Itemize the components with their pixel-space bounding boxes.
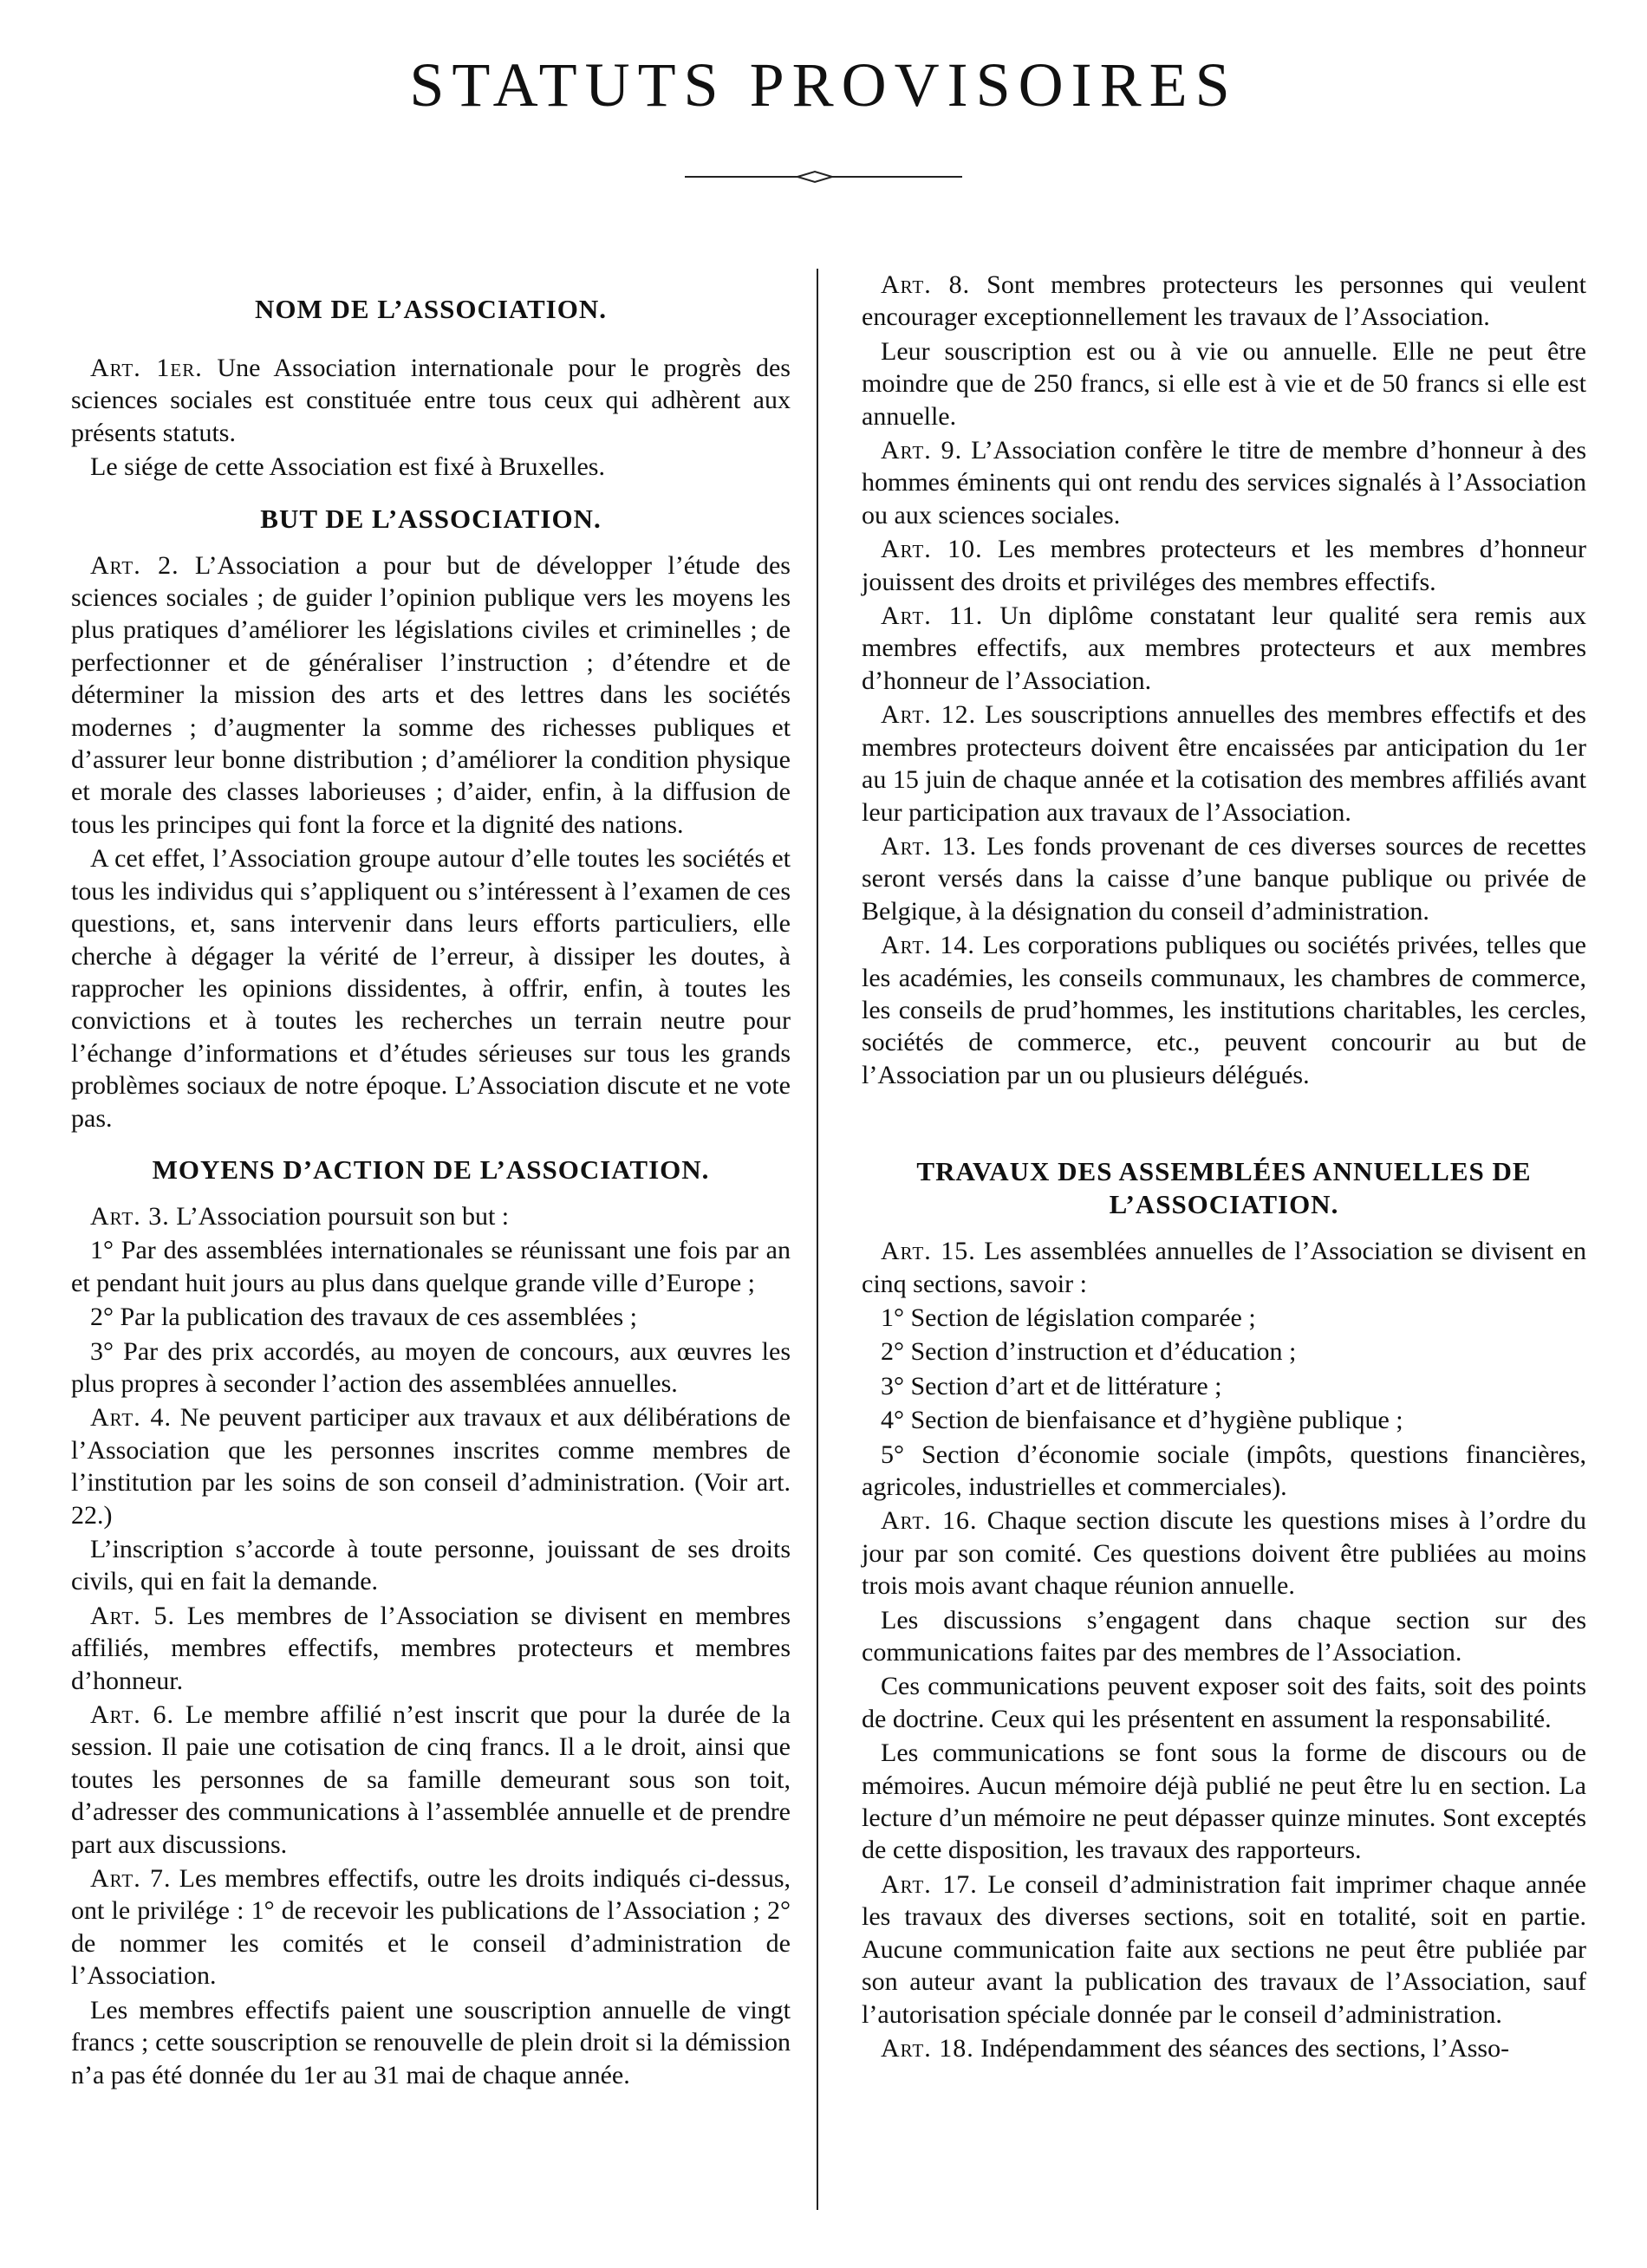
left-column (71, 269, 791, 2091)
article-label: Art. 1er. (90, 354, 203, 382)
article-text: L’Association poursuit son but : (169, 1201, 510, 1231)
article-label: Art. 15. (881, 1237, 976, 1266)
article-label: Art. 12. (881, 700, 977, 730)
article-text: Les membres de l’Association se divisent en membres affiliés, membres effectifs, membres protecteurs et membres d’honneur. (71, 1601, 791, 1695)
article-label: Art. 17. (881, 1869, 978, 1899)
article-paragraph (862, 929, 1586, 1091)
section-heading: NOM DE L’ASSOCIATION. (255, 294, 607, 324)
article-text: Leur souscription est ou à vie ou annuelle. Elle ne peut être moindre que de 250 francs, si elle est à vie et de 50 francs si elle est annuelle. (862, 336, 1586, 431)
article-text: 1° Section de législation comparée ; (881, 1303, 1256, 1332)
article-label: Art. 6. (90, 1700, 174, 1730)
article-label: Art. 13. (881, 831, 978, 861)
article-paragraph (71, 352, 791, 449)
article-text: Les fonds provenant de ces diverses sources de recettes seront versés dans la caisse d’une banque publique ou privée de Belgique, à la désignation du conseil d’administration. (862, 831, 1586, 926)
article-paragraph (71, 1699, 791, 1861)
article-paragraph (862, 533, 1586, 598)
article-text: Sont membres protecteurs les personnes qui veulent encourager exceptionnellement les travaux de l’Association. (862, 270, 1586, 332)
column-divider (817, 269, 818, 2210)
article-text: Le siége de cette Association est fixé à Bruxelles. (90, 452, 605, 482)
article-label: Art. 10. (881, 535, 983, 564)
article-paragraph (862, 1604, 1586, 1669)
article-paragraph (862, 1737, 1586, 1867)
article-paragraph (862, 699, 1586, 829)
article-paragraph (862, 1670, 1586, 1735)
article-paragraph (71, 1401, 791, 1531)
article-paragraph (71, 549, 791, 842)
article-paragraph (71, 1301, 791, 1333)
section-heading: BUT DE L’ASSOCIATION. (260, 503, 602, 534)
page-title: STATUTS PROVISOIRES (409, 50, 1238, 120)
article-label: Art. 2. (90, 550, 179, 580)
article-paragraph (71, 1600, 791, 1697)
article-paragraph (862, 1235, 1586, 1300)
article-paragraph (71, 1200, 791, 1232)
article-text: Les assemblées annuelles de l’Association se divisent en cinq sections, savoir : (862, 1237, 1586, 1298)
article-paragraph (862, 1439, 1586, 1504)
article-label: Art. 11. (881, 601, 984, 631)
article-paragraph (862, 335, 1586, 432)
article-text: Les souscriptions annuelles des membres effectifs et des membres protecteurs doivent être encaissées par anticipation du 1er au 15 juin de chaque année et la cotisation des membres affiliés avant leur participation aux travaux de l’Association. (862, 700, 1586, 827)
article-text: Les corporations publiques ou sociétés privées, telles que les académies, les conseils communaux, les chambres de commerce, les conseils de prud’hommes, les institutions charitables, les cercles, sociétés de commerce, etc., peuvent concourir au but de l’Association par un ou plusieurs délégués. (862, 931, 1586, 1089)
article-label: Art. 9. (881, 436, 963, 465)
article-paragraph (862, 434, 1586, 531)
section-heading: TRAVAUX DES ASSEMBLÉES ANNUELLES DE L’ASSOCIATION. (916, 1156, 1532, 1220)
article-paragraph (71, 1862, 791, 1992)
article-text: Les membres effectifs paient une souscription annuelle de vingt francs ; cette souscription se renouvelle de plein droit si la démission n’a pas été donnée du 1er au 31 mai de chaque année. (71, 1995, 791, 2089)
article-label: Art. 18. (881, 2033, 974, 2063)
article-paragraph (862, 1302, 1586, 1334)
article-text: Ne peuvent participer aux travaux et aux délibérations de l’Association que les personnes inscrites comme membres de l’institution par les soins de son conseil d’administration. (Voir art. 22.) (71, 1403, 791, 1530)
article-paragraph (862, 269, 1586, 334)
article-text: 4° Section de bienfaisance et d’hygiène publique ; (881, 1406, 1403, 1435)
article-label: Art. 3. (90, 1201, 170, 1231)
article-paragraph (71, 1335, 791, 1400)
article-paragraph (71, 451, 791, 483)
section-spacer (862, 1091, 1586, 1136)
article-paragraph (862, 1868, 1586, 2031)
article-text: Un diplôme constatant leur qualité sera remis aux membres effectifs, aux membres protecteurs et aux membres d’honneur de l’Association. (862, 601, 1587, 695)
article-paragraph (862, 1504, 1586, 1602)
article-text: 2° Section d’instruction et d’éducation ; (881, 1337, 1297, 1367)
article-paragraph (71, 1533, 791, 1598)
article-label: Art. 8. (881, 270, 971, 299)
article-text: Une Association internationale pour le progrès des sciences sociales est constituée entre tous ceux qui adhèrent aux présents statuts. (71, 354, 791, 447)
article-text: 3° Par des prix accordés, au moyen de concours, aux œuvres les plus propres à seconder l’action des assemblées annuelles. (71, 1336, 791, 1398)
article-text: 2° Par la publication des travaux de ces assemblées ; (90, 1303, 637, 1332)
article-label: Art. 4. (90, 1403, 172, 1433)
article-text: 1° Par des assemblées internationales se réunissant une fois par an et pendant huit jours au plus dans quelque grande ville d’Europe ; (71, 1236, 791, 1297)
article-paragraph (862, 1404, 1586, 1436)
article-paragraph (862, 600, 1586, 697)
article-text: Les membres effectifs, outre les droits indiqués ci-dessus, ont le privilége : 1° de recevoir les publications de l’Association ; 2° de nommer les comités et le conseil d’administration de l’Association. (71, 1864, 791, 1991)
article-text: Les communications se font sous la forme de discours ou de mémoires. Aucun mémoire déjà publié ne peut être lu en section. La lecture d’un mémoire ne peut dépasser quinze minutes. Sont exceptés de cette disposition, les travaux des rapporteurs. (862, 1738, 1586, 1865)
article-label: Art. 7. (90, 1864, 172, 1894)
article-text: Indépendamment des séances des sections, l’Asso- (973, 2033, 1510, 2063)
article-paragraph (71, 1994, 791, 2091)
article-text: Les membres protecteurs et les membres d’honneur jouissent des droits et priviléges des membres effectifs. (862, 535, 1586, 596)
article-text: Le conseil d’administration fait imprimer chaque année les travaux des diverses sections, soit en totalité, soit en partie. Aucune communication faite aux sections ne peut être publiée par son auteur avant la publication des travaux de l’Association, sauf l’autorisation spéciale donnée par le conseil d’administration. (862, 1869, 1586, 2029)
article-paragraph (862, 1370, 1586, 1402)
article-label: Art. 5. (90, 1601, 176, 1630)
article-text: Chaque section discute les questions mises à l’ordre du jour par son comité. Ces questions doivent être publiées au moins trois mois avant chaque réunion annuelle. (862, 1506, 1586, 1601)
article-paragraph (862, 1335, 1586, 1368)
article-text: Le membre affilié n’est inscrit que pour la durée de la session. Il paie une cotisation de cinq francs. Il a le droit, ainsi que toutes les personnes de sa famille demeurant sous son toit, d’adresser des communications à l’assemblée annuelle et de prendre part aux discussions. (71, 1700, 791, 1859)
article-text: L’Association a pour but de développer l’étude des sciences sociales ; de guider l’opinion publique vers les moyens les plus pratiques d’améliorer les législations civiles et criminelles ; de perfectionner et de généraliser l’instruction ; d’étendre et de déterminer la mission des arts et des lettres dans les sociétés modernes ; d’augmenter la somme des richesses publiques et d’assurer leur bonne distribution ; d’améliorer la condition physique et morale des classes laborieuses ; d’aider, enfin, à la diffusion de tous les principes qui font la force et la dignité des nations. (71, 550, 791, 839)
article-label: Art. 14. (881, 931, 975, 960)
article-label: Art. 16. (881, 1506, 978, 1536)
article-paragraph (862, 2032, 1586, 2064)
ornament-divider (685, 168, 962, 185)
article-text: 3° Section d’art et de littérature ; (881, 1371, 1222, 1400)
article-paragraph (71, 842, 791, 1134)
article-text: L’inscription s’accorde à toute personne, jouissant de ses droits civils, qui en fait la demande. (71, 1535, 791, 1596)
article-text: 5° Section d’économie sociale (impôts, questions financières, agricoles, industrielles et commerciales). (862, 1439, 1586, 1501)
article-text: Les discussions s’engagent dans chaque section sur des communications faites par des membres de l’Association. (862, 1605, 1586, 1667)
right-column (862, 269, 1586, 2064)
article-paragraph (862, 830, 1586, 927)
article-text: Ces communications peuvent exposer soit des faits, soit des points de doctrine. Ceux qui les présentent en assument la responsabilité. (862, 1672, 1586, 1733)
article-text: L’Association confère le titre de membre d’honneur à des hommes éminents qui ont rendu des services signalés à l’Association ou aux sciences sociales. (862, 436, 1586, 530)
article-text: A cet effet, l’Association groupe autour d’elle toutes les sociétés et tous les individus qui s’appliquent ou s’intéressent à l’examen de ces questions, et, sans intervenir dans leurs efforts particuliers, elle cherche à dégager la vérité de l’erreur, à dissiper les doutes, à rapprocher les opinions dissidentes, à offrir, enfin, à toutes les convictions et à toutes les recherches un terrain neutre pour l’échange d’informations et d’études sérieuses sur tous les grands problèmes sociaux de notre époque. L’Association discute et ne vote pas. (71, 844, 791, 1133)
section-heading: MOYENS D’ACTION DE L’ASSOCIATION. (152, 1153, 710, 1185)
article-paragraph (71, 1234, 791, 1299)
